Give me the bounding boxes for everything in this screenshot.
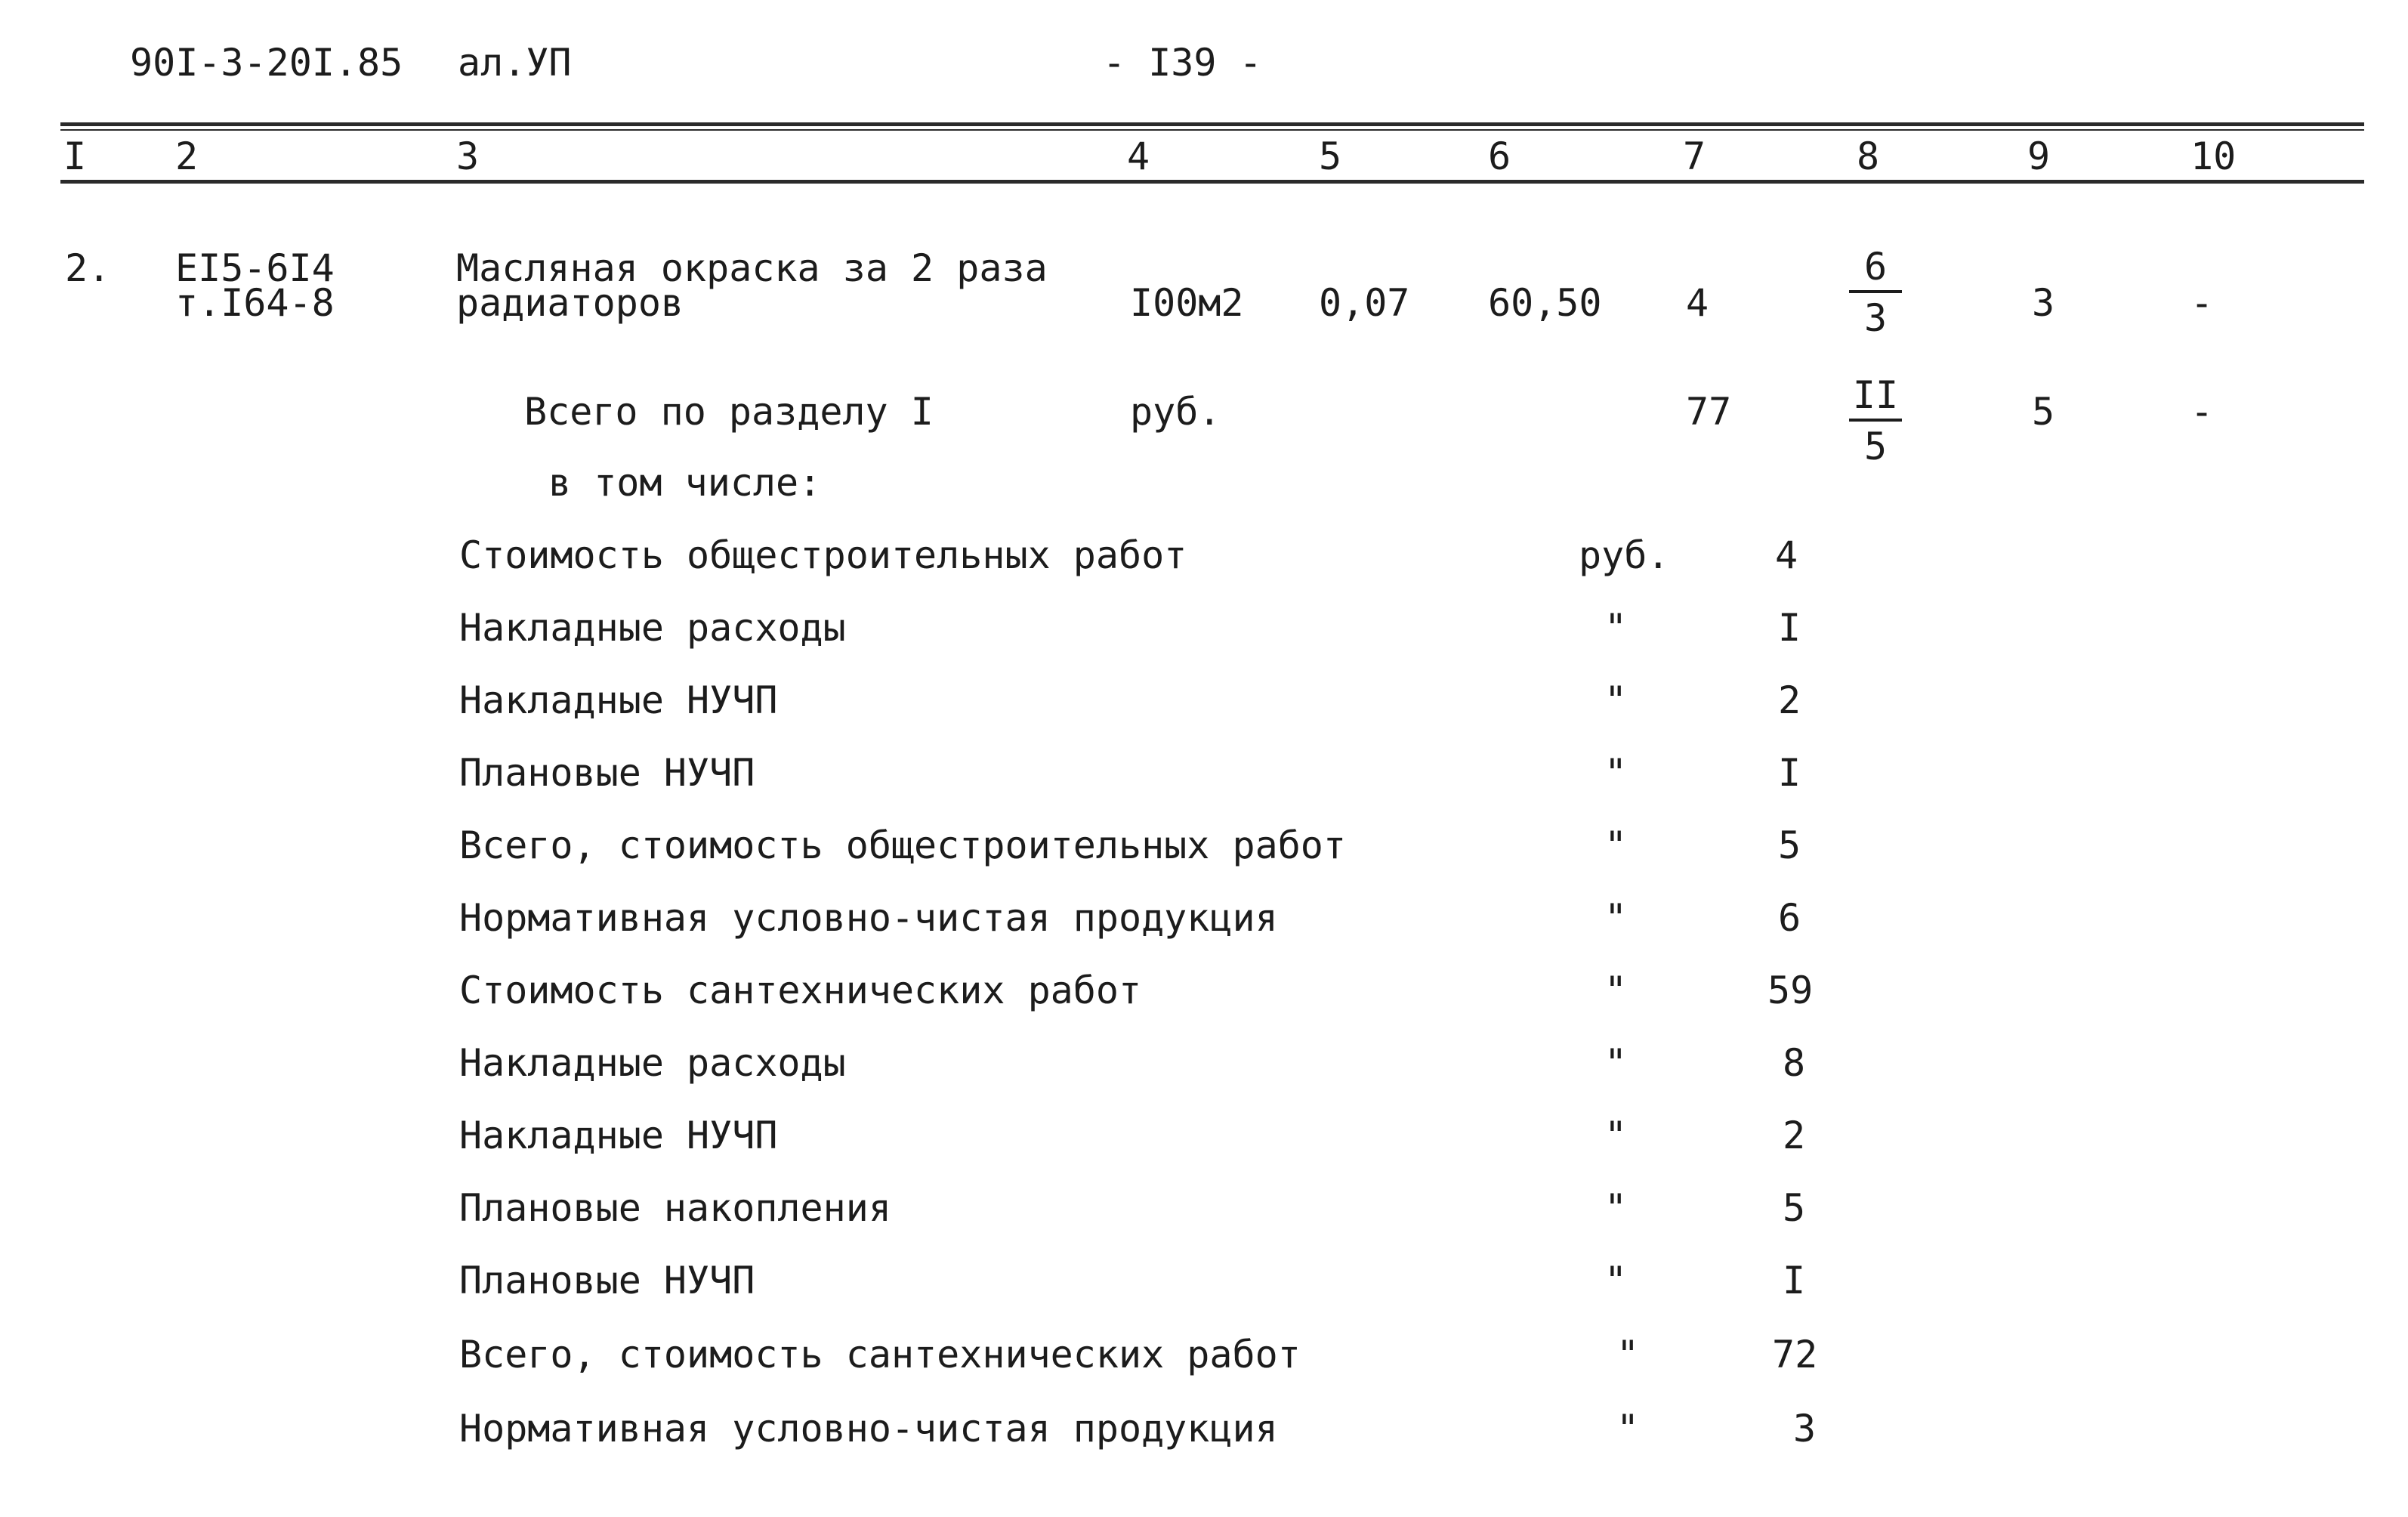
breakdown-unit: "	[1604, 1259, 1628, 1302]
section-total-label: Всего по разделу I	[524, 390, 934, 434]
breakdown-value: 8	[1783, 1041, 1806, 1085]
breakdown-unit: "	[1604, 823, 1628, 867]
col-header-1: I	[63, 134, 87, 178]
item-col7: 4	[1686, 281, 1709, 325]
item-col10: -	[2190, 281, 2214, 325]
breakdown-value: 59	[1767, 969, 1814, 1012]
item-number: 2.	[65, 246, 111, 290]
breakdown-unit: "	[1604, 1186, 1628, 1230]
breakdown-value: 3	[1793, 1407, 1817, 1451]
breakdown-label: Плановые НУЧП	[459, 751, 755, 795]
breakdown-value: I	[1778, 751, 1801, 795]
section-total-unit: руб.	[1130, 390, 1221, 434]
breakdown-label: Накладные НУЧП	[459, 678, 778, 722]
header-bottom-rule	[60, 180, 2364, 184]
breakdown-label: Всего, стоимость общестроительных работ	[459, 823, 1346, 867]
header-top-rule-2	[60, 129, 2364, 131]
item-unit: I00м2	[1130, 281, 1244, 325]
breakdown-value: I	[1783, 1259, 1806, 1302]
section-total-col7: 77	[1686, 390, 1732, 434]
item-col9: 3	[2032, 281, 2055, 325]
breakdown-value: 4	[1775, 533, 1798, 577]
breakdown-unit: "	[1604, 606, 1628, 650]
item-code-line2: т.I64-8	[175, 281, 335, 325]
breakdown-unit: "	[1616, 1333, 1640, 1376]
col-header-8: 8	[1857, 134, 1880, 178]
fraction-bar	[1849, 290, 1902, 293]
breakdown-label: Стоимость сантехнических работ	[459, 969, 1142, 1012]
col-header-10: 10	[2190, 134, 2237, 178]
breakdown-unit: "	[1604, 969, 1628, 1012]
breakdown-unit: "	[1604, 751, 1628, 795]
breakdown-label: Накладные НУЧП	[459, 1114, 778, 1157]
fraction-numerator: II	[1852, 373, 1899, 417]
breakdown-value: 72	[1772, 1333, 1818, 1376]
fraction-bar	[1849, 419, 1902, 422]
breakdown-value: 2	[1778, 678, 1801, 722]
breakdown-label: Всего, стоимость сантехнических работ	[459, 1333, 1301, 1376]
breakdown-value: 2	[1783, 1114, 1806, 1157]
col-header-9: 9	[2027, 134, 2051, 178]
breakdown-unit: руб.	[1579, 533, 1670, 577]
breakdown-unit: "	[1604, 1041, 1628, 1085]
breakdown-value: I	[1778, 606, 1801, 650]
col-header-4: 4	[1127, 134, 1150, 178]
section-total-col8-fraction	[1842, 373, 1909, 468]
breakdown-unit: "	[1604, 896, 1628, 940]
breakdown-unit: "	[1604, 1114, 1628, 1157]
breakdown-value: 6	[1778, 896, 1801, 940]
breakdown-label: Плановые накопления	[459, 1186, 891, 1230]
breakdown-unit: "	[1616, 1407, 1640, 1451]
col-header-5: 5	[1319, 134, 1342, 178]
item-description-line2: радиаторов	[456, 281, 684, 325]
item-quantity: 0,07	[1319, 281, 1410, 325]
album-label: ал.УП	[458, 41, 572, 85]
breakdown-label: Нормативная условно-чистая продукция	[459, 896, 1278, 940]
page-number: - I39 -	[1103, 41, 1262, 85]
breakdown-label: Накладные расходы	[459, 1041, 846, 1085]
item-description-line1: Масляная окраска за 2 раза	[456, 246, 1048, 290]
header-top-rule	[60, 122, 2364, 126]
col-header-3: 3	[456, 134, 480, 178]
breakdown-label: Плановые НУЧП	[459, 1259, 755, 1302]
item-code-line1: EI5-6I4	[175, 246, 335, 290]
breakdown-value: 5	[1778, 823, 1801, 867]
fraction-denominator: 3	[1863, 296, 1888, 340]
item-price: 60,50	[1488, 281, 1602, 325]
col-header-2: 2	[175, 134, 199, 178]
including-label: в том числе:	[548, 461, 822, 505]
col-header-6: 6	[1488, 134, 1511, 178]
col-header-7: 7	[1683, 134, 1706, 178]
section-total-col10: -	[2190, 390, 2214, 434]
breakdown-label: Накладные расходы	[459, 606, 846, 650]
breakdown-unit: "	[1604, 678, 1628, 722]
fraction-numerator: 6	[1863, 245, 1888, 289]
item-col8-fraction	[1842, 245, 1909, 340]
breakdown-label: Стоимость общестроительных работ	[459, 533, 1187, 577]
breakdown-value: 5	[1783, 1186, 1806, 1230]
fraction-denominator: 5	[1863, 425, 1888, 468]
section-total-col9: 5	[2032, 390, 2055, 434]
breakdown-label: Нормативная условно-чистая продукция	[459, 1407, 1278, 1451]
document-code: 90I-3-20I.85	[130, 41, 403, 85]
